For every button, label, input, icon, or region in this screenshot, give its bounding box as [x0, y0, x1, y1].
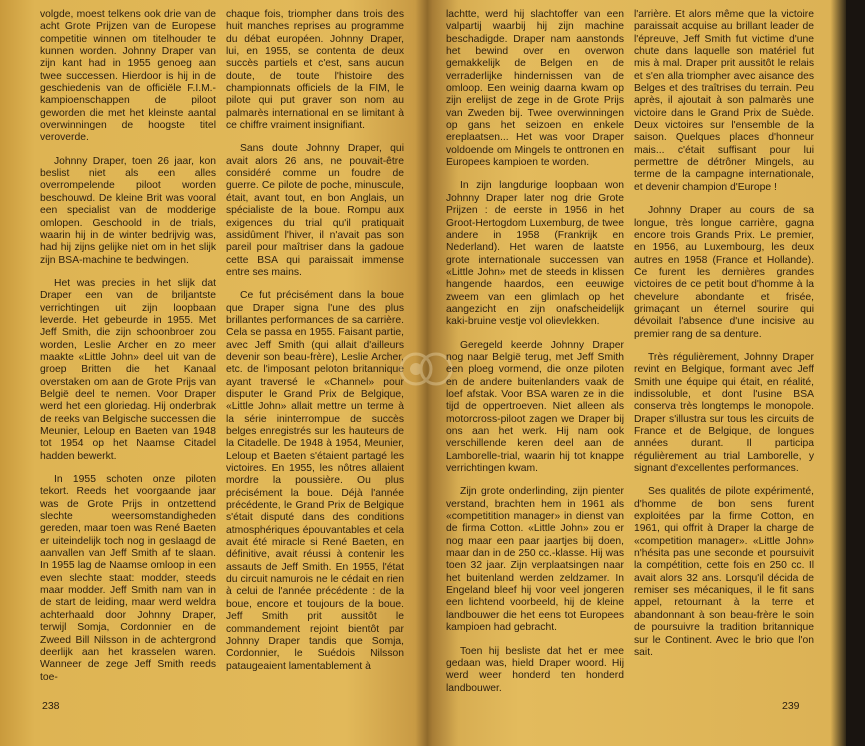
right-page-dutch-column: [446, 9, 624, 699]
right-page: [426, 0, 836, 746]
paragraph: Ses qualités de pilote expérimenté, d'homme de bon sens furent exploitées par la firme Cotton, en 1961, qui offrit à Draper la charge de «competition manager». «Little John» n'hésita pas une seconde et poursuivit la compétition, cette fois en 250 cc. Il avait alors 32 ans. Lorsqu'il décida de remiser ses mécaniques, il le fit sans appel, retournant à la terre et abandonnant à son beau-frère le soin de poursuivre la tradition britannique sur le Continent. Avec le brio que l'on sait.: [634, 486, 814, 658]
paragraph: Sans doute Johnny Draper, qui avait alors 26 ans, ne pouvait-être considéré comme un foudre de guerre. Ce pilote de poche, minuscule, était, avant tout, en bon Anglais, un spécialiste de la boue. Rompu aux exigences du trial qu'il pratiquait assidûment l'hiver, il n'avait pas son pareil pour maîtriser dans la gadoue cette BSA qui paraissait immense entre ses mains.: [226, 143, 404, 278]
paragraph: Geregeld keerde Johnny Draper nog naar België terug, met Jeff Smith een ploeg vormend, die onze piloten en de andere buitenlanders vaak de loef afstak. Voor BSA waren ze in die tijd de oppertroeven. Niet alleen als motorcross-piloot zagen we Draper bij ons aan het werk. Hij nam ook verschillende keren deel aan de Lamborelle-trial, waarin hij tot knappe verrichtingen kwam.: [446, 339, 624, 475]
background-edge: [846, 0, 865, 746]
paragraph: Het was precies in het slijk dat Draper een van de briljantste verrichtingen uit zijn loopbaan leverde. Het gebeurde in 1955. Met Jeff Smith, die zijn schoonbroer zou worden, Leslie Archer en zo meer maakte «Little John» deel uit van de groep Britten die het Kanaal overstaken om aan de Grote Prijs van België deel te nemen. Voor Draper werd het een gloriedag. Hij onderbrak de reeks van Belgische successen die Meunier, Leloup en Baeten van 1948 tot 1954 op het Naamse Citadel hadden bewerkt.: [40, 277, 216, 462]
paragraph: Très régulièrement, Johnny Draper revint en Belgique, formant avec Jeff Smith une équipe qui était, en réalité, indissoluble, et dont l'usine BSA conserva très longtemps le monopole. Draper s'illustra sur tous les circuits de France et de Belgique, de longues années durant. Il participa régulièrement au trial Lamborelle, y signant d'excellentes performances.: [634, 351, 814, 475]
page-number: 238: [42, 700, 60, 712]
paragraph: l'arrière. Et alors même que la victoire paraissait acquise au brillant leader de l'épreuve, Jeff Smith fut victime d'une chute dans laquelle son matériel fut mis à mal. Draper prit aussitôt le relais et s'en alla triompher avec aisance des Belges et des traîtrises du terrain. Peu après, il ajoutait à son palmarès une victoire dans le Grand Prix de Suède. Deux victoires sur l'ensemble de la saison. Quelques places d'honneur mais... c'était suffisant pour lui permettre de détrôner Mingels, au terme de la campagne internationale, et devenir champion d'Europe !: [634, 9, 814, 193]
paragraph: chaque fois, triompher dans trois des huit manches reprises au programme du débat européen. Johnny Draper, lui, en 1955, se contenta de deux succès partiels et c'est, sans aucun doute, de toute l'histoire des championnats officiels de la FIM, le pilote qui put graver son nom au palmarès international en se limitant à ce chiffre vraiment insignifiant.: [226, 9, 404, 132]
right-page-french-column: [634, 9, 814, 699]
page-number: 239: [782, 700, 800, 712]
paragraph: Johnny Draper au cours de sa longue, très longue carrière, gagna encore trois Grands Prix. Le premier, en 1956, au Luxembourg, les deux autres en 1958 (France et Hollande). Ce furent les dernières grandes victoires de ce petit bout d'homme à la chevelure abondante et frisée, grimaçant un éternel sourire qui dévoilait l'absence d'une incisive au premier rang de sa denture.: [634, 205, 814, 340]
paragraph: Johnny Draper, toen 26 jaar, kon beslist niet als een alles overrompelende piloot worden beschouwd. De kleine Brit was vooral een specialist van de modderige omlopen. Geschoold in de trials, waarin hij in de winter bedrijvig was, had hij zijns gelijke niet om in het slijk zijn BSA-machine te bedwingen.: [40, 155, 216, 266]
paragraph: volgde, moest telkens ook drie van de acht Grote Prijzen van de Europese competitie winnen om titelhouder te kunnen worden. Johnny Draper van zijn kant had in 1955 genoeg aan twee successen. Hierdoor is hij in de geschiedenis van de officiële F.I.M.-kampioenschappen de piloot geworden die met het kleinste aantal overwinningen de hoogste titel veroverde.: [40, 9, 216, 144]
paragraph: lachtte, werd hij slachtoffer van een valpartij waarbij hij zijn machine beschadigde. Draper nam aanstonds het bewind over en overwon gemakkelijk de Belgen en de verraderlijke hindernissen van de omloop. Een weinig daarna kwam op zijn erelijst de zege in de Grote Prijs van Zweden bij. Twee overwinningen op gans het seizoen en enkele ereplaatsen... Het was voor Draper voldoende om Mingels te onttronen en Europees kampioen te worden.: [446, 9, 624, 169]
paragraph: In zijn langdurige loopbaan won Johnny Draper later nog drie Grote Prijzen : de eerste in 1956 in het Groot-Hertogdom Luxemburg, de twee andere in 1958 (Frankrijk en Nederland). Het waren de laatste grote internationale successen van «Little John» met de steeds in klissen hangende haardos, een eeuwige zweem van een glimlach op het aangezicht en zijn onafscheidelijk kaki-bruine vestje vol olievlekken.: [446, 180, 624, 328]
left-page-french-column: [226, 9, 404, 699]
left-page-dutch-column: [40, 9, 216, 699]
left-page: [0, 0, 422, 746]
paragraph: Zijn grote onderlinding, zijn pienter verstand, brachten hem in 1961 als «competitition manager» in dienst van de firma Cotton. «Little John» zou er nog maar een paar jaartjes bij doen, maar dan in de 250 cc.-klasse. Hij was toen 32 jaar. Zijn verplaatsingen naar het buitenland werden zeldzamer. In Engeland bleef hij voor veel jongeren een lichtend voorbeeld, hij de kleine landbouwer die het eens tot Europees kampioen had gebracht.: [446, 486, 624, 634]
paragraph: Ce fut précisément dans la boue que Draper signa l'une des plus brillantes performances de sa carrière. Cela se passa en 1955. Faisant partie, avec Jeff Smith (qui allait d'ailleurs devenir son beau-frère), Leslie Archer, etc. de l'imposant peloton britannique ayant traversé le «Channel» pour disputer le Grand Prix de Belgique, «Little John» allait mettre un terme à la série ininterrompue de succès belges enregistrés sur les hauteurs de la Citadelle. De 1948 à 1954, Meunier, Leloup et Baeten s'étaient partagé les victoires. En 1955, les nôtres allaient mordre la poussière. Ou plus précisément la boue. Déjà l'année précédente, le Grand Prix de Belgique s'était disputé dans des conditions atmosphériques épouvantables et cela avait été miracle si René Baeten, en définitive, avait réussi à contenir les assauts de Jeff Smith. En 1955, l'état du circuit namurois ne le cédait en rien à celui de l'année précédente : de la boue, encore et toujours de la boue. Jeff Smith prit aussitôt le commandement rejoint bientôt par Johnny Draper tandis que Somja, Cordonnier, le Suédois Nilsson pataugeaient lamentablement à: [226, 290, 404, 672]
paragraph: Toen hij besliste dat het er mee gedaan was, hield Draper woord. Hij werd weer honderd ten honderd landbouwer.: [446, 645, 624, 694]
paragraph: In 1955 schoten onze piloten tekort. Reeds het voorgaande jaar was de Grote Prijs in ontzettend slechte weersomstandigheden gereden, maar toen was René Baeten er uiteindelijk toch nog in geslaagd de aanvallen van Jeff Smith af te slaan. In 1955 lag de Naamse omloop in een even slechte staat: modder, steeds maar modder. Jeff Smith nam van in de start de leiding, maar werd weldra achterhaald door Johnny Draper, terwijl Somja, Cordonnier en de Zweed Bill Nilsson in de achtergrond deerlijk aan het krasselen waren. Wanneer de zege Jeff Smith reeds toe-: [40, 474, 216, 683]
